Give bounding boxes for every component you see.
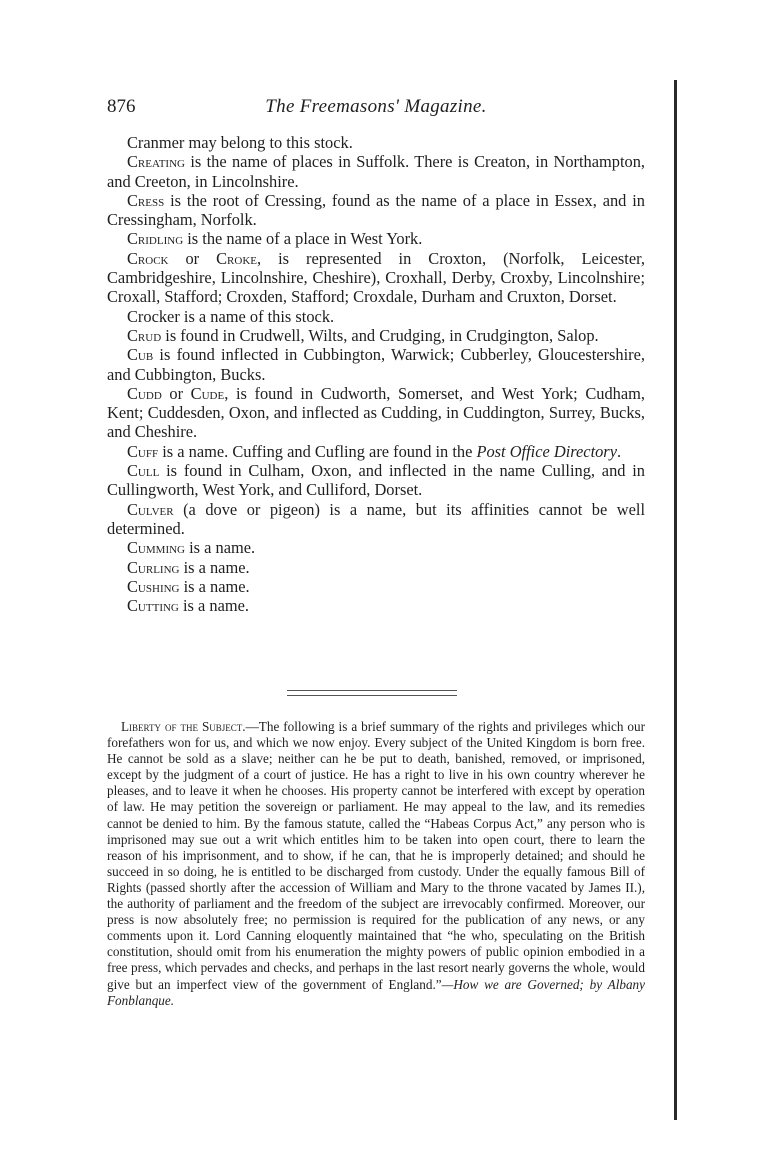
entry-3: Cridling is the name of a place in West York. [127, 229, 423, 249]
entry-4: Crock or Croke, is represented in Croxton, (Norfolk, Leicester, Cambridgeshire, Lincolnshire, Cheshire), Croxhall, Derby, Croxby, Lincolnshire; Croxall, Stafford; Croxden, Stafford; Croxdale, Durham and Cruxton, Dorset. [107, 248, 645, 307]
entry-0: Cranmer may belong to this stock. [127, 133, 353, 152]
note-title: Liberty of the Subject. [121, 719, 246, 734]
note-body: —The following is a brief summary of the rights and privileges which our forefathers won for us, and which we now enjoy. Every subject of the United Kingdom is born free. He cannot be sold as a slave; neither can he be put to death, banished, removed, or imprisoned, except by the judgment of a court of justice. He has a right to live in his own country wherever he pleases, and to leave it when he chooses. His property cannot be interfered with except by operation of law. He may petition the sovereign or parliament. He may appeal to the law, and its remedies cannot be denied to him. By the famous statute, called the “Habeas Corpus Act,” any person who is imprisoned may sue out a writ which entitles him to be taken into open court, there to learn the reason of his imprisonment, and to show, if he can, that he is improperly detained; and should he succeed in so doing, he is entitled to be discharged from custody. Under the equally famous Bill of Rights (passed shortly after the accession of William and Mary to the throne vacated by James II.), the authority of parliament and the freedom of the subject are irrevocably confirmed. Moreover, our press is now absolutely free; no permission is required for the publication of any news, or any comments upon it. Lord Canning eloquently maintained that “he who, speculating on the British constitution, should omit from his enumeration the mighty powers of public opinion embodied in a free press, which pervades and checks, and perhaps in the last resort nearly governs the whole, would give but an imperfect view of the government of England.” [107, 719, 645, 992]
entry-13: Curling is a name. [127, 557, 250, 577]
entry-head: Cridling [127, 229, 184, 249]
entry-9: Cuff is a name. Cuffing and Cufling are found in the Post Office Directory. [127, 441, 622, 461]
entry-head: Culver [127, 499, 174, 519]
liberty-note [107, 719, 645, 1009]
entry-7: Cub is found inflected in Cubbington, Warwick; Cubberley, Gloucestershire, and Cubbington, Bucks. [107, 345, 645, 384]
entry-head: Crud [127, 325, 162, 345]
entry-8: Cudd or Cude, is found in Cudworth, Somerset, and West York; Cudham, Kent; Cuddesden, Oxon, and inflected as Cudding, in Cuddington, Surrey, Bucks, and Cheshire. [107, 383, 645, 442]
entry-head-alt: Cude [190, 383, 225, 403]
entry-6: Crud is found in Crudwell, Wilts, and Crudging, in Crudgington, Salop. [127, 325, 599, 345]
entry-head: Cushing [127, 576, 180, 596]
italic-title: Post Office Directory [476, 441, 617, 461]
section-divider [287, 690, 457, 696]
running-title: The Freemasons' Magazine. [265, 96, 487, 117]
entry-head: Cuff [127, 441, 159, 461]
entry-head: Cudd [127, 383, 162, 403]
entry-5: Crocker is a name of this stock. [127, 306, 335, 326]
entry-head: Creating [127, 152, 185, 172]
entry-head: Cub [127, 345, 154, 365]
entry-head: Curling [127, 557, 180, 577]
entry-2: Cress is the root of Cressing, found as the name of a place in Essex, and in Cressingham, Norfolk. [107, 190, 645, 230]
page-edge-line [674, 80, 677, 1120]
entry-14: Cushing is a name. [127, 576, 250, 596]
page-header [107, 96, 645, 126]
entry-1: Creating is the name of places in Suffolk. There is Creaton, in Northampton, and Creeton, in Lincolnshire. [107, 152, 645, 191]
entry-head: Cumming [127, 538, 185, 558]
entry-11: Culver (a dove or pigeon) is a name, but its affinities cannot be well determined. [107, 499, 645, 538]
entry-head: Cull [127, 461, 160, 481]
entry-head-alt: Croke [216, 248, 258, 268]
entry-10: Cull is found in Culham, Oxon, and inflected in the name Culling, and in Cullingworth, West York, and Culliford, Dorset. [107, 461, 645, 500]
page-number: 876 [107, 96, 136, 117]
surname-entries [107, 133, 645, 615]
entry-head: Cress [127, 190, 165, 210]
entry-head: Cutting [127, 596, 179, 616]
entry-15: Cutting is a name. [127, 596, 249, 616]
note-source: —How we are Governed; by Albany Fonblanque. [107, 976, 646, 1008]
entry-head: Crock [127, 248, 169, 268]
entry-12: Cumming is a name. [127, 538, 256, 558]
